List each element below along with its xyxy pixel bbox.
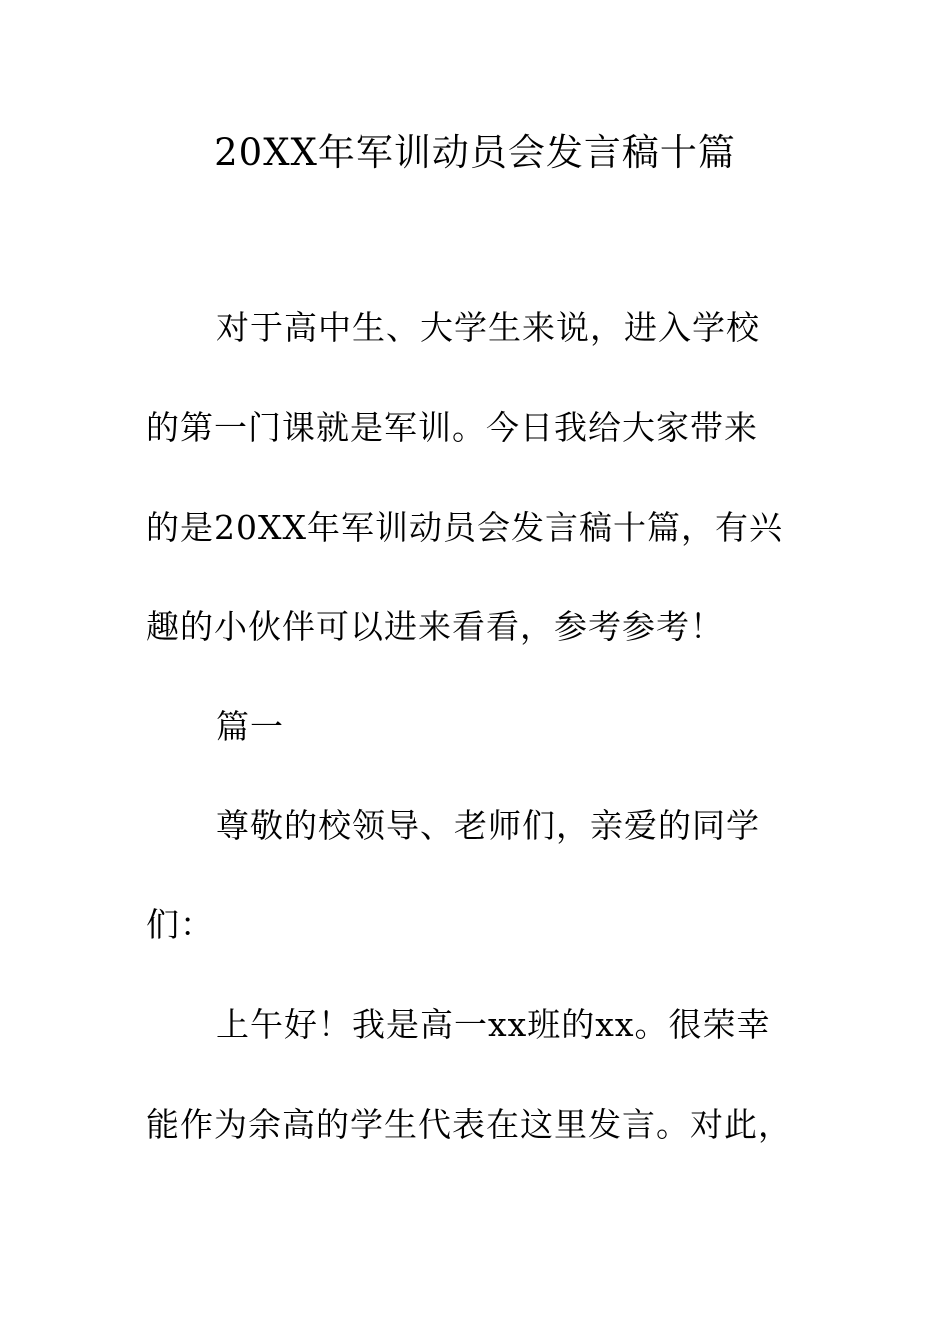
paragraph-line: 尊敬的校领导、老师们，亲爱的同学 (216, 806, 760, 845)
paragraph-line: 上午好！我是高一xx班的xx。很荣幸 (216, 1005, 771, 1044)
paragraph-line: 们： (146, 905, 214, 944)
paragraph-line: 的是20XX年军训动员会发言稿十篇，有兴 (146, 508, 783, 547)
section-heading: 篇一 (216, 707, 284, 746)
paragraph-line: 能作为余高的学生代表在这里发言。对此， (146, 1105, 792, 1144)
document-title: 20XX年军训动员会发言稿十篇 (214, 131, 736, 174)
paragraph-line: 对于高中生、大学生来说，进入学校 (216, 308, 760, 347)
paragraph-line: 趣的小伙伴可以进来看看，参考参考！ (146, 607, 724, 646)
paragraph-line: 的第一门课就是军训。今日我给大家带来 (146, 408, 758, 447)
